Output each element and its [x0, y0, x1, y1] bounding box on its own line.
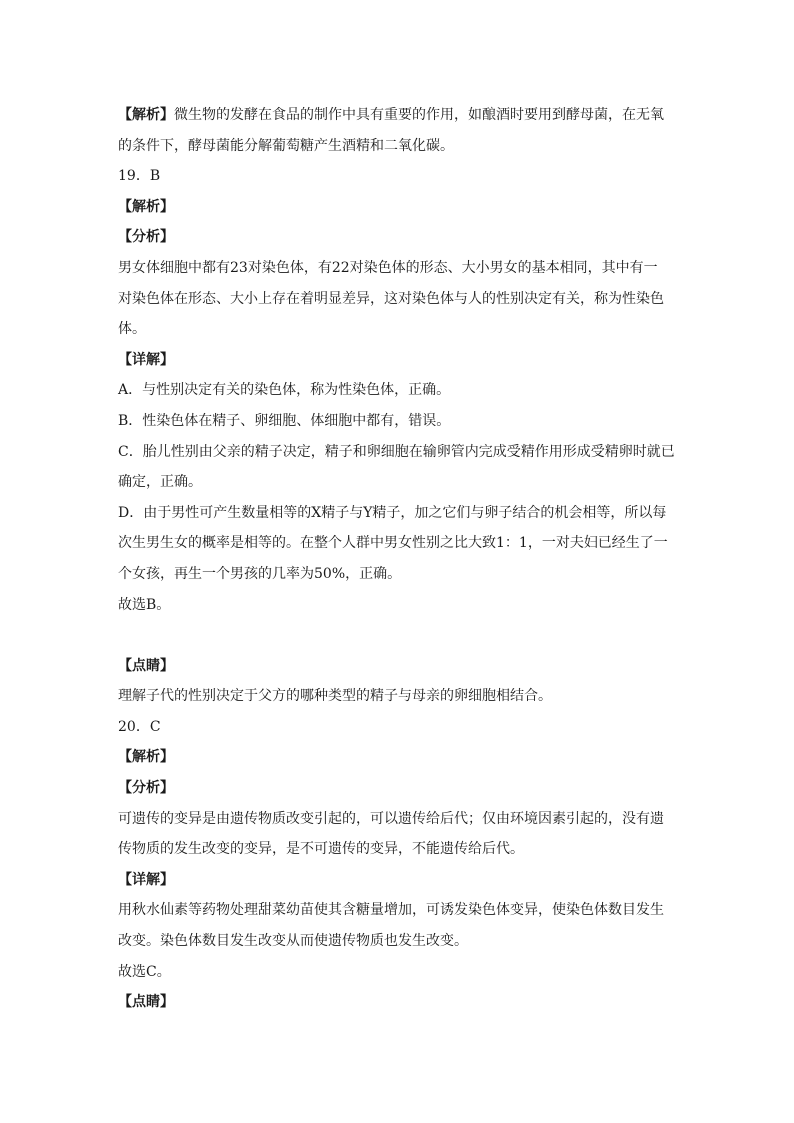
section-heading: 【分析】 — [118, 780, 174, 797]
answer-line: 20．C — [118, 718, 161, 735]
blank-line — [118, 620, 678, 651]
text-line: D．由于男性可产生数量相等的X精子与Y精子，加之它们与卵子结合的机会相等，所以每 — [118, 504, 667, 521]
section-heading: 【分析】 — [118, 229, 174, 246]
text-line: 理解子代的性别决定于父方的哪种类型的精子与母亲的卵细胞相结合。 — [118, 688, 552, 705]
text-line: B．性染色体在精子、卵细胞、体细胞中都有，错误。 — [118, 412, 451, 429]
section-heading: 【点睛】 — [118, 657, 174, 674]
section-heading: 【点睛】 — [118, 994, 174, 1011]
section-heading: 【解析】 — [118, 198, 174, 215]
analysis-tag: 【解析】 — [118, 107, 174, 123]
document-page — [118, 100, 678, 1018]
text-line: 确定，正确。 — [118, 474, 202, 491]
answer-line: 19．B — [118, 168, 161, 185]
text-line — [118, 100, 678, 131]
text-line: 用秋水仙素等药物处理甜菜幼苗使其含糖量增加，可诱发染色体变异，使染色体数目发生 — [118, 902, 664, 919]
text-line: 可遗传的变异是由遗传物质改变引起的，可以遗传给后代；仅由环境因素引起的，没有遗 — [118, 810, 664, 827]
text-line: 体。 — [118, 321, 146, 338]
section-heading: 【详解】 — [118, 871, 174, 888]
text-line: 对染色体在形态、大小上存在着明显差异，这对染色体与人的性别决定有关，称为性染色 — [118, 290, 664, 307]
text-line: C．胎儿性别由父亲的精子决定，精子和卵细胞在输卵管内完成受精作用形成受精卵时就已 — [118, 443, 675, 460]
text-line: 故选B。 — [118, 596, 171, 613]
text-line: 故选C。 — [118, 963, 171, 980]
text-line: 的条件下，酵母菌能分解葡萄糖产生酒精和二氧化碳。 — [118, 137, 454, 154]
text-line: 个女孩，再生一个男孩的几率为50%，正确。 — [118, 565, 402, 582]
section-heading: 【解析】 — [118, 749, 174, 766]
analysis-text: 微生物的发酵在食品的制作中具有重要的作用，如酿酒时要用到酵母菌，在无氧 — [174, 107, 664, 123]
section-heading: 【详解】 — [118, 351, 174, 368]
text-line: 传物质的发生改变的变异，是不可遗传的变异，不能遗传给后代。 — [118, 841, 524, 858]
text-line: 改变。染色体数目发生改变从而使遗传物质也发生改变。 — [118, 933, 468, 950]
text-line: 次生男生女的概率是相等的。在整个人群中男女性别之比大致1：1，一对夫妇已经生了一 — [118, 535, 668, 552]
text-line: A．与性别决定有关的染色体，称为性染色体，正确。 — [118, 382, 451, 399]
text-line: 男女体细胞中都有23对染色体，有22对染色体的形态、大小男女的基本相同，其中有一 — [118, 259, 658, 276]
